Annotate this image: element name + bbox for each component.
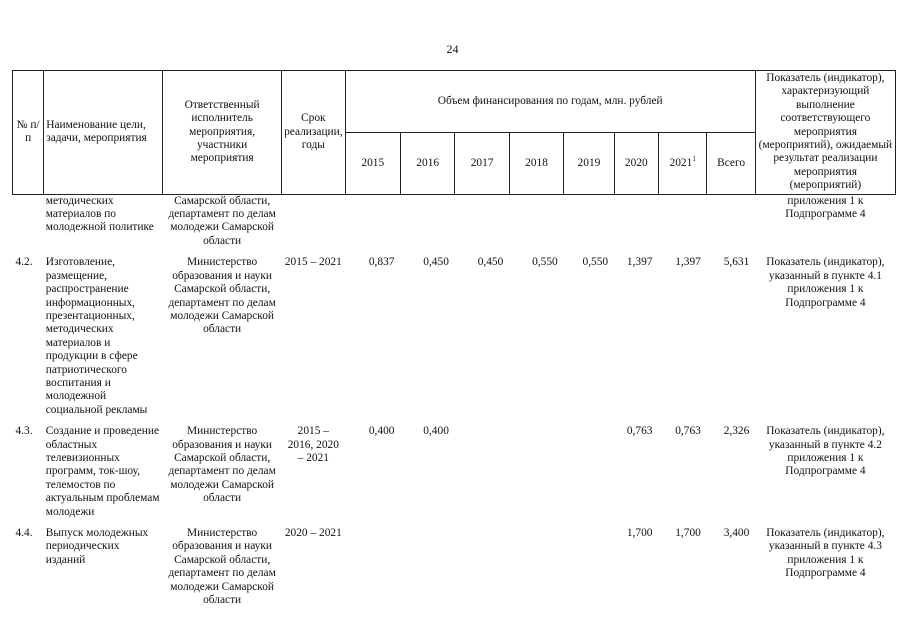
row-executor: Самарской области, департамент по делам молодежи Самарской области bbox=[168, 194, 276, 247]
row-indicator: Показатель (индикатор), указанный в пункте 4.3 приложения 1 к Подпрограмме 4 bbox=[766, 527, 885, 580]
header-year: 2017 bbox=[455, 133, 509, 194]
row-value bbox=[509, 194, 563, 248]
row-value: 0,450 bbox=[423, 256, 449, 269]
row-value bbox=[345, 527, 400, 607]
row-value bbox=[455, 425, 509, 519]
table-row bbox=[13, 527, 896, 607]
row-name: Выпуск молодежных периодических изданий bbox=[45, 527, 149, 566]
header-num: № п/п bbox=[13, 71, 44, 195]
row-value: 0,763 bbox=[626, 425, 653, 438]
table-row bbox=[13, 256, 896, 417]
row-indicator: Показатель (индикатор), указанный в пункте 4.2 приложения 1 к Подпрограмме 4 bbox=[766, 425, 885, 478]
row-total: 5,631 bbox=[723, 256, 750, 269]
header-year: 2016 bbox=[400, 133, 454, 194]
header-total: Всего bbox=[707, 133, 755, 194]
header-year: 2019 bbox=[564, 133, 614, 194]
row-num bbox=[13, 194, 44, 248]
header-executor: Ответственный исполнитель мероприятия, участники мероприятия bbox=[163, 71, 282, 195]
row-value: 0,763 bbox=[675, 425, 701, 438]
row-value: 0,400 bbox=[423, 425, 449, 438]
header-indicator: Показатель (индикатор), характеризующий выполнение соответствующего мероприятия (мероприятий), ожидаемый результат реализации мероприятия (мероприятий) bbox=[755, 71, 895, 195]
header-year: 2015 bbox=[345, 133, 400, 194]
row-term: 2015 – 2021 bbox=[284, 256, 342, 269]
row-indicator: Показатель (индикатор), указанный в пункте 4.1 приложения 1 к Подпрограмме 4 bbox=[766, 256, 885, 309]
row-name: Изготовление, размещение, распространение информационных, презентационных, методических материалов и продукции в сфере патриотического воспитания и молодежной социальной рекламы bbox=[45, 256, 148, 416]
row-num: 4.3. bbox=[15, 425, 33, 438]
page-number: 24 bbox=[446, 42, 459, 56]
row-num: 4.4. bbox=[15, 527, 33, 539]
row-total bbox=[707, 194, 755, 248]
row-term bbox=[282, 194, 345, 248]
row-value: 1,700 bbox=[675, 527, 701, 539]
row-value: 0,550 bbox=[532, 256, 558, 269]
header-year-label: 2021 bbox=[669, 156, 693, 169]
header-financing: Объем финансирования по годам, млн. рублей bbox=[345, 71, 755, 133]
row-value bbox=[400, 527, 454, 607]
row-gap bbox=[13, 519, 896, 527]
financing-table bbox=[12, 70, 896, 607]
row-value: 1,397 bbox=[626, 256, 653, 269]
footnote-mark: 1 bbox=[692, 155, 696, 164]
row-value bbox=[614, 194, 658, 248]
header-name: Наименование цели, задачи, мероприятия bbox=[44, 71, 163, 195]
row-gap bbox=[13, 417, 896, 425]
row-name: методических материалов по молодежной политике bbox=[45, 194, 154, 234]
row-executor: Министерство образования и науки Самарской области, департамент по делам молодежи Самарской области bbox=[168, 425, 276, 505]
row-value: 1,397 bbox=[675, 256, 701, 269]
row-term: 2015 – 2016, 2020 – 2021 bbox=[287, 425, 339, 464]
header-term: Срок реализации, годы bbox=[282, 71, 345, 195]
row-value bbox=[509, 527, 563, 607]
row-total: 2,326 bbox=[723, 425, 750, 438]
row-value bbox=[564, 425, 614, 519]
row-value: 1,700 bbox=[626, 527, 653, 539]
table-row bbox=[13, 425, 896, 519]
row-num: 4.2. bbox=[15, 256, 33, 269]
row-value bbox=[400, 194, 454, 248]
row-value bbox=[345, 194, 400, 248]
header-year: 2018 bbox=[509, 133, 563, 194]
table-body bbox=[13, 194, 896, 607]
row-value bbox=[455, 194, 509, 248]
header-year: 2020 bbox=[614, 133, 658, 194]
row-gap bbox=[13, 248, 896, 256]
row-value bbox=[564, 194, 614, 248]
row-value: 0,837 bbox=[368, 256, 395, 269]
row-value bbox=[658, 194, 706, 248]
row-value: 0,550 bbox=[582, 256, 609, 269]
row-value: 0,400 bbox=[368, 425, 395, 438]
row-total: 3,400 bbox=[723, 527, 750, 539]
table-header bbox=[13, 71, 896, 195]
row-value bbox=[564, 527, 614, 607]
table-row bbox=[13, 194, 896, 248]
header-year-2021 bbox=[658, 133, 706, 194]
row-value bbox=[509, 425, 563, 519]
row-value bbox=[455, 527, 509, 607]
row-indicator: приложения 1 к Подпрограмме 4 bbox=[785, 194, 866, 221]
row-executor: Министерство образования и науки Самарской области, департамент по делам молодежи Самарской области bbox=[168, 527, 276, 607]
row-name: Создание и проведение областных телевизионных программ, ток-шоу, телемостов по актуальным проблемам молодежи bbox=[45, 425, 160, 518]
row-executor: Министерство образования и науки Самарской области, департамент по делам молодежи Самарской области bbox=[168, 256, 276, 336]
row-term: 2020 – 2021 bbox=[284, 527, 342, 539]
row-value: 0,450 bbox=[477, 256, 504, 269]
